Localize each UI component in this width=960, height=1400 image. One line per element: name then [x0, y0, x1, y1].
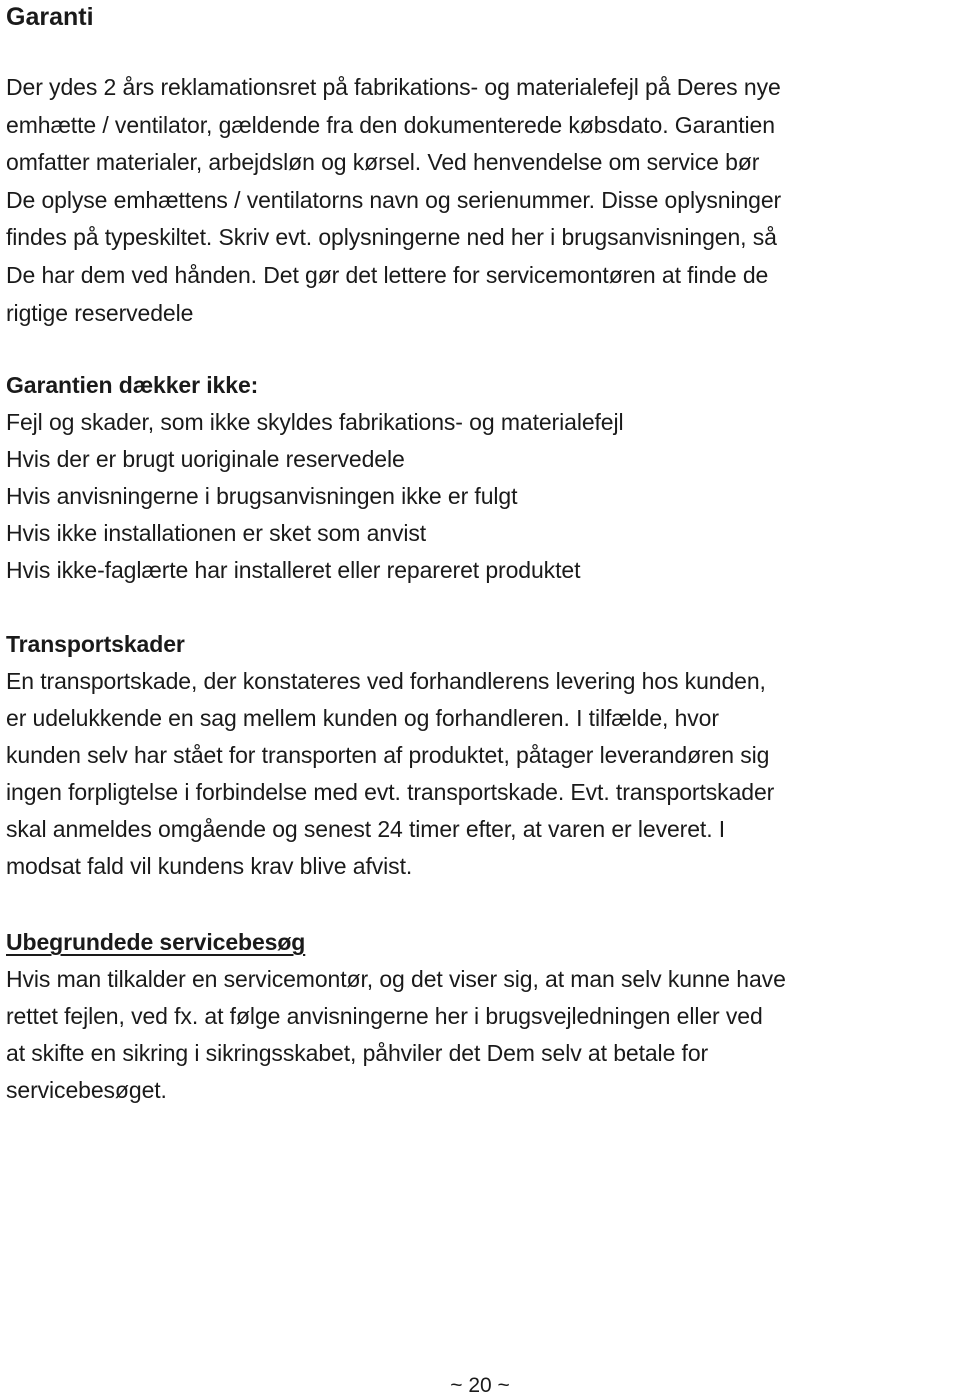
transport-damage-line: ingen forpligtelse i forbindelse med evt. transportskade. Evt. transportskader [6, 779, 775, 805]
intro-line: Der ydes 2 års reklamationsret på fabrikations- og materialefejl på Deres nye [6, 74, 781, 100]
intro-line: De har dem ved hånden. Det gør det lettere for servicemontøren at finde de [6, 261, 769, 288]
intro-paragraph [6, 69, 956, 332]
intro-line: findes på typeskiltet. Skriv evt. oplysningerne ned her i brugsanvisningen, så [6, 224, 777, 251]
exclusion-item: Fejl og skader, som ikke skyldes fabrikations- og materialefejl [6, 409, 624, 435]
exclusions-section [6, 367, 956, 589]
unfounded-service-line: servicebesøget. [6, 1077, 167, 1103]
transport-damage-line: modsat fald vil kundens krav blive afvist. [6, 853, 413, 879]
transport-damage-line: En transportskade, der konstateres ved forhandlerens levering hos kunden, [6, 668, 766, 694]
page-number: ~ 20 ~ [450, 1374, 510, 1397]
exclusion-item: Hvis anvisningerne i brugsanvisningen ikke er fulgt [6, 483, 518, 509]
unfounded-service-line: rettet fejlen, ved fx. at følge anvisningerne her i brugsvejledningen eller ved [6, 1003, 763, 1029]
intro-line: emhætte / ventilator, gældende fra den dokumenterede købsdato. Garantien [6, 111, 775, 138]
exclusion-item: Hvis ikke-faglærte har installeret eller repareret produktet [6, 557, 581, 583]
exclusion-item: Hvis der er brugt uoriginale reservedele [6, 446, 405, 472]
exclusion-item: Hvis ikke installationen er sket som anvist [6, 520, 427, 546]
transport-damage-section [6, 626, 956, 885]
transport-damage-line: er udelukkende en sag mellem kunden og forhandleren. I tilfælde, hvor [6, 705, 719, 731]
intro-line: De oplyse emhættens / ventilatorns navn og serienummer. Disse oplysninger [6, 186, 782, 213]
intro-line: rigtige reservedele [6, 299, 194, 326]
page-title: Garanti [6, 3, 94, 31]
transport-damage-line: skal anmeldes omgående og senest 24 timer efter, at varen er leveret. I [6, 816, 726, 842]
intro-line: omfatter materialer, arbejdsløn og kørsel. Ved henvendelse om service bør [6, 149, 760, 176]
transport-damage-line: kunden selv har stået for transporten af produktet, påtager leverandøren sig [6, 742, 770, 768]
unfounded-service-line: at skifte en sikring i sikringsskabet, påhviler det Dem selv at betale for [6, 1040, 709, 1066]
exclusions-heading: Garantien dækker ikke: [6, 372, 259, 398]
unfounded-service-heading: Ubegrundede servicebesøg [6, 929, 306, 955]
unfounded-service-section [6, 924, 956, 1109]
transport-damage-heading: Transportskader [6, 631, 185, 657]
unfounded-service-line: Hvis man tilkalder en servicemontør, og det viser sig, at man selv kunne have [6, 966, 786, 992]
